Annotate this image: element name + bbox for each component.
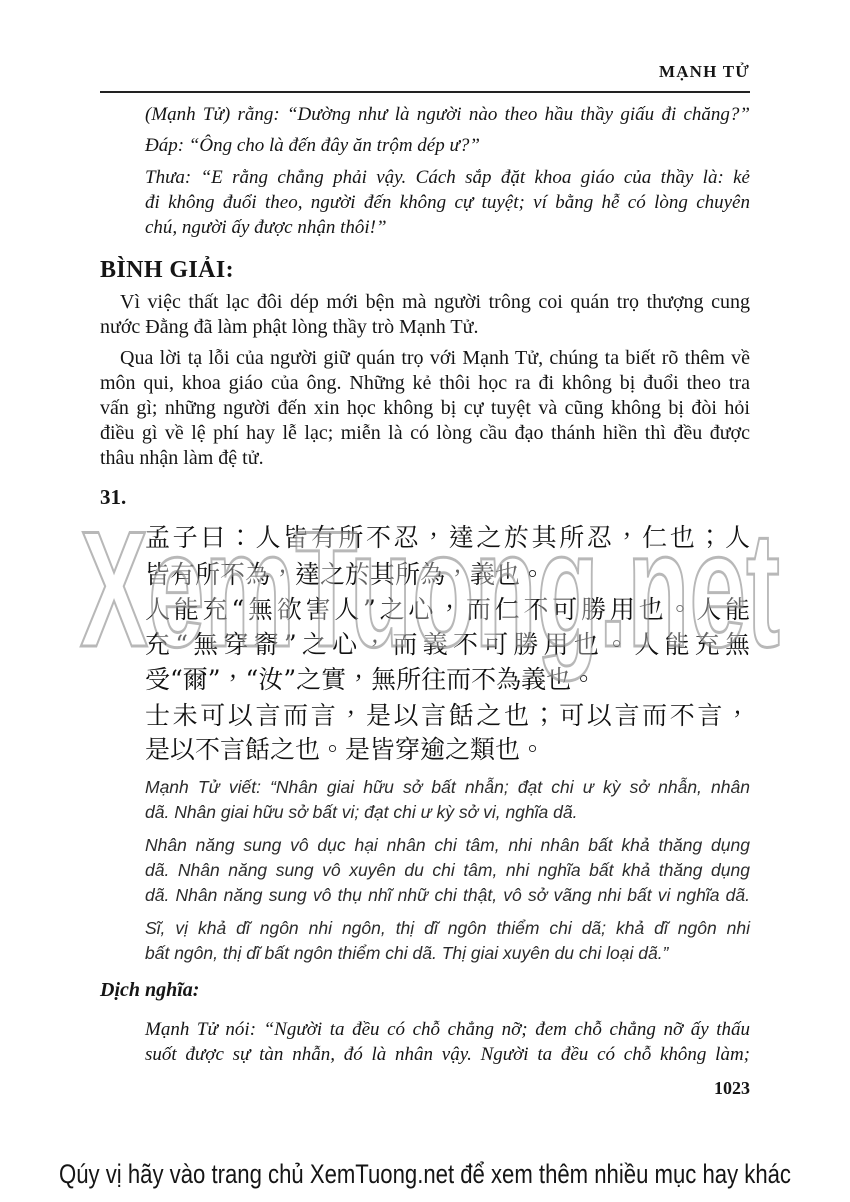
transliteration-line: dã. Nhân năng sung vô xuyên du chi tâm, nhi nghĩa bất khả thăng dụng [145,860,750,880]
commentary-line: Vì việc thất lạc đôi dép mới bện mà người trông coi quán trọ thượng cung [120,291,750,313]
translation-heading: Dịch nghĩa: [100,979,200,1001]
chinese-text-line: 充“無穿窬”之心，而義不可勝用也。人能充無 [145,630,750,659]
chinese-text-line: 受“爾”，“汝”之實，無所往而不為義也。 [145,665,597,694]
transliteration-line: bất ngôn, thị dĩ bất ngôn thiểm chi dã. Thị giai xuyên du chi loại dã.” [145,943,669,963]
commentary-line: điều gì về lệ phí hay lễ lạc; miễn là có lòng cầu đạo thánh hiền thì đều được [100,422,750,444]
transliteration-line: Mạnh Tử viết: “Nhân giai hữu sở bất nhẫn; đạt chi ư kỳ sở nhẫn, nhân [145,777,750,797]
commentary-line: Qua lời tạ lỗi của người giữ quán trọ với Mạnh Tử, chúng ta biết rõ thêm về [120,347,750,369]
translation-line: Mạnh Tử nói: “Người ta đều có chỗ chẳng nỡ; đem chỗ chẳng nỡ ấy thấu [145,1019,750,1040]
chinese-text-line: 皆有所不為，達之於其所為，義也。 [145,560,546,589]
commentary-heading: BÌNH GIẢI: [100,257,235,283]
transliteration-line: Nhân năng sung vô dục hại nhân chi tâm, nhi nhân bất khả thăng dụng [145,835,750,855]
chinese-text-line: 人能充“無欲害人”之心，而仁不可勝用也。人能 [145,595,750,624]
footer-banner-text: Qúy vị hãy vào trang chủ XemTuong.net để xem thêm nhiều mục hay khác [59,1159,791,1189]
header-rule [100,91,750,93]
translation-line: suốt được sự tàn nhẫn, đó là nhân vậy. Người ta đều có chỗ không làm; [145,1044,750,1065]
transliteration-line: dã. Nhân năng sung vô thụ nhĩ nhữ chi thật, vô sở vãng nhi bất vi nghĩa dã. [145,885,750,905]
commentary-line: nước Đằng đã làm phật lòng thầy trò Mạnh Tử. [100,316,479,338]
dialogue-line: (Mạnh Tử) rằng: “Dường như là người nào theo hầu thầy giấu đi chăng?” [145,104,750,125]
commentary-line: vấn gì; những người đến xin học không bị cự tuyệt và cũng không bị đòi hỏi [100,397,750,419]
transliteration-line: Sĩ, vị khả dĩ ngôn nhi ngôn, thị dĩ ngôn thiểm chi dã; khả dĩ ngôn nhi [145,918,750,938]
dialogue-line: Đáp: “Ông cho là đến đây ăn trộm dép ư?” [145,135,480,156]
dialogue-line: Thưa: “E rằng chẳng phải vậy. Cách sắp đặt khoa giáo của thầy là: kẻ [145,167,750,188]
chinese-text-line: 孟子曰：人皆有所不忍，達之於其所忍，仁也；人 [145,523,750,552]
chinese-text-line: 是以不言餂之也。是皆穿逾之類也。 [145,735,546,764]
transliteration-line: dã. Nhân giai hữu sở bất vi; đạt chi ư kỳ sở vi, nghĩa dã. [145,802,578,822]
watermark-text: XemTuong.net [80,497,780,681]
page-number: 1023 [714,1078,750,1098]
dialogue-line: đi không đuổi theo, người đến không cự tuyệt; ví bằng hễ có lòng chuyên [145,192,750,213]
commentary-line: thâu nhận làm đệ tử. [100,447,264,469]
chinese-text-line: 士未可以言而言，是以言餂之也；可以言而不言， [145,701,750,730]
commentary-line: môn qui, khoa giáo của ông. Những kẻ thôi học ra đi không bị đuổi theo tra [100,372,750,394]
dialogue-line: chú, người ấy được nhận thôi!” [145,217,387,238]
running-head: MẠNH TỬ [658,62,750,81]
footer-banner [0,1152,850,1196]
section-number: 31. [100,485,127,509]
